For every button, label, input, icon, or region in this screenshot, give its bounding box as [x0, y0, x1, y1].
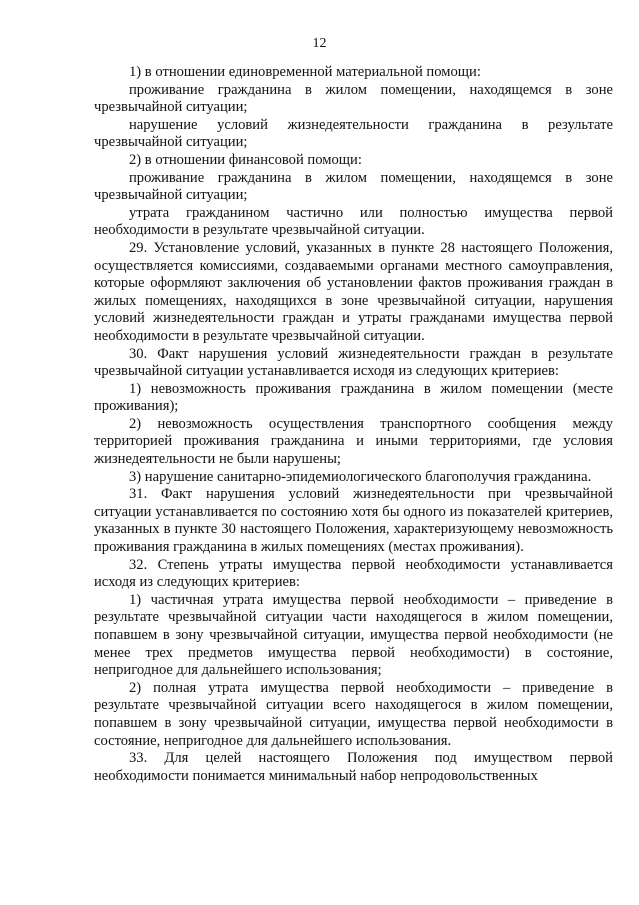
paragraph: 33. Для целей настоящего Положения под имуществом первой необходимости понимается минимальный набор непродовольственных — [94, 750, 613, 784]
paragraph: 32. Степень утраты имущества первой необходимости устанавливается исходя из следующих критериев: — [94, 556, 613, 591]
paragraph: 1) невозможность проживания гражданина в жилом помещении (месте проживания); — [94, 380, 613, 415]
paragraph: 1) в отношении единовременной материальной помощи: — [129, 64, 481, 80]
paragraph: 3) нарушение санитарно-эпидемиологического благополучия гражданина. — [129, 468, 592, 485]
paragraph: проживание гражданина в жилом помещении, находящемся в зоне чрезвычайной ситуации; — [94, 81, 613, 116]
page-number: 12 — [312, 36, 327, 51]
paragraph: проживание гражданина в жилом помещении, находящемся в зоне чрезвычайной ситуации; — [94, 169, 613, 204]
paragraph: 2) невозможность осуществления транспортного сообщения между территорией проживания гражданина и иными территориями, где условия жизнедеятельности не были нарушены; — [94, 415, 613, 468]
paragraph: 1) частичная утрата имущества первой необходимости – приведение в результате чрезвычайной ситуации части находящегося в жилом помещении, попавшем в зону чрезвычайной ситуации, имущества первой необходимости (не менее трех предметов имущества первой необходимости) в состояние, непригодное для дальнейшего использования; — [94, 591, 613, 679]
paragraph: нарушение условий жизнедеятельности гражданина в результате чрезвычайной ситуации; — [94, 116, 613, 151]
paragraph: 31. Факт нарушения условий жизнедеятельности при чрезвычайной ситуации устанавливается по состоянию хотя бы одного из показателей критериев, указанных в пункте 30 настоящего Положения, характеризующему невозможность проживания гражданина в жилых помещениях (местах проживания). — [94, 486, 613, 556]
paragraph: 2) полная утрата имущества первой необходимости – приведение в результате чрезвычайной ситуации всего находящегося в жилом помещении, попавшем в зону чрезвычайной ситуации, имущества первой необходимости в состояние, непригодное для дальнейшего использования. — [94, 679, 613, 749]
paragraph: 30. Факт нарушения условий жизнедеятельности граждан в результате чрезвычайной ситуации устанавливается исходя из следующих критериев: — [94, 345, 613, 380]
paragraph: 29. Установление условий, указанных в пункте 28 настоящего Положения, осуществляется комиссиями, создаваемыми органами местного самоуправления, которые оформляют заключения об установлении фактов проживания граждан в жилых помещениях, находящихся в зоне чрезвычайной ситуации, нарушения условий жизнедеятельности граждан и утраты гражданами имущества первой необходимости в результате чрезвычайной ситуации. — [94, 239, 613, 344]
paragraph: утрата гражданином частично или полностью имущества первой необходимости в результате чрезвычайной ситуации. — [94, 204, 613, 239]
document-body — [94, 64, 613, 785]
paragraph: 2) в отношении финансовой помощи: — [129, 151, 362, 168]
